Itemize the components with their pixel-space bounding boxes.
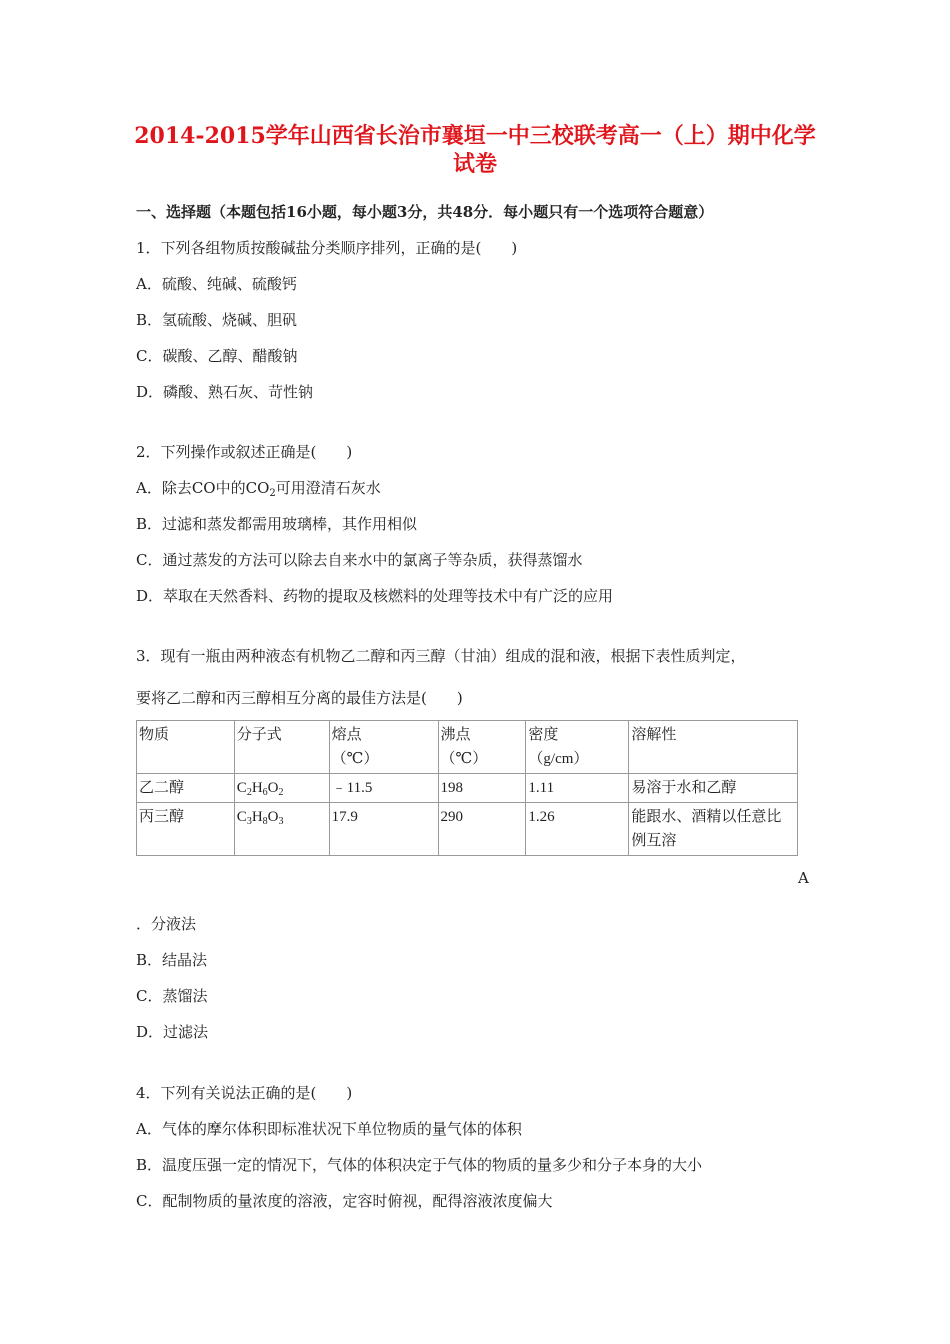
header-solubility: 溶解性 [629,721,798,774]
q1-stem: 1．下列各组物质按酸碱盐分类顺序排列，正确的是( ) [136,239,518,257]
cell-solubility: 易溶于水和乙醇 [629,774,798,803]
cell-substance: 乙二醇 [137,774,235,803]
document-title [120,122,830,178]
cell-formula: $C_2H_6O_2$ [234,774,329,803]
q4-option-b: B．温度压强一定的情况下，气体的体积决定于气体的物质的量多少和分子本身的大小 [136,1156,703,1174]
header-melting-point: 熔点 （℃） [329,721,438,774]
q2-option-d: D．萃取在天然香料、药物的提取及核燃料的处理等技术中有广泛的应用 [136,587,614,605]
title-line-1: 2014-2015学年山西省长治市襄垣一中三校联考高一（上）期中化学 [134,123,816,149]
cell-density: 1.26 [526,803,629,856]
q3-stem-line-1: 3．现有一瓶由两种液态有机物乙二醇和丙三醇（甘油）组成的混和液，根据下表性质判定， [136,647,746,665]
q1-option-a: A．硫酸、纯碱、硫酸钙 [136,275,297,293]
q3-option-c: C．蒸馏法 [136,987,208,1005]
q2-option-b: B．过滤和蒸发都需用玻璃棒，其作用相似 [136,515,418,533]
header-substance: 物质 [137,721,235,774]
cell-boiling-point: 290 [438,803,526,856]
cell-solubility: 能跟水、酒精以任意比 例互溶 [629,803,798,856]
cell-density: 1.11 [526,774,629,803]
cell-melting-point: ﹣11.5 [329,774,438,803]
cell-substance: 丙三醇 [137,803,235,856]
section-heading: 一、选择题（本题包括16小题，每小题3分，共48分．每小题只有一个选项符合题意） [136,203,714,221]
table-row [137,774,798,803]
q4-option-a: A．气体的摩尔体积即标准状况下单位物质的量气体的体积 [136,1120,522,1138]
cell-melting-point: 17.9 [329,803,438,856]
cell-formula: $C_3H_8O_3$ [234,803,329,856]
q3-option-a-letter: A [798,869,809,887]
q1-option-c: C．碳酸、乙醇、醋酸钠 [136,347,298,365]
q3-stem-line-2: 要将乙二醇和丙三醇相互分离的最佳方法是( ) [136,689,463,707]
q4-option-c: C．配制物质的量浓度的溶液，定容时俯视，配得溶液浓度偏大 [136,1192,553,1210]
q1-option-d: D．磷酸、熟石灰、苛性钠 [136,383,314,401]
table-row [137,803,798,856]
q1-option-b: B．氢硫酸、烧碱、胆矾 [136,311,298,329]
cell-boiling-point: 198 [438,774,526,803]
title-line-2: 试卷 [452,151,497,177]
q2-stem: 2．下列操作或叙述正确是( ) [136,443,353,461]
q2-option-a: A．除去CO中的$CO_2$可用澄清石灰水 [136,479,381,499]
table-header-row [137,721,798,774]
q2-option-c: C．通过蒸发的方法可以除去自来水中的氯离子等杂质，获得蒸馏水 [136,551,583,569]
q3-option-a: ．分液法 [136,915,197,933]
header-boiling-point: 沸点 （℃） [438,721,526,774]
header-density: 密度 （g/cm） [526,721,629,774]
properties-table [136,720,798,856]
q3-option-d: D．过滤法 [136,1023,209,1041]
header-formula: 分子式 [234,721,329,774]
q3-option-b: B．结晶法 [136,951,208,969]
q4-stem: 4．下列有关说法正确的是( ) [136,1084,353,1102]
